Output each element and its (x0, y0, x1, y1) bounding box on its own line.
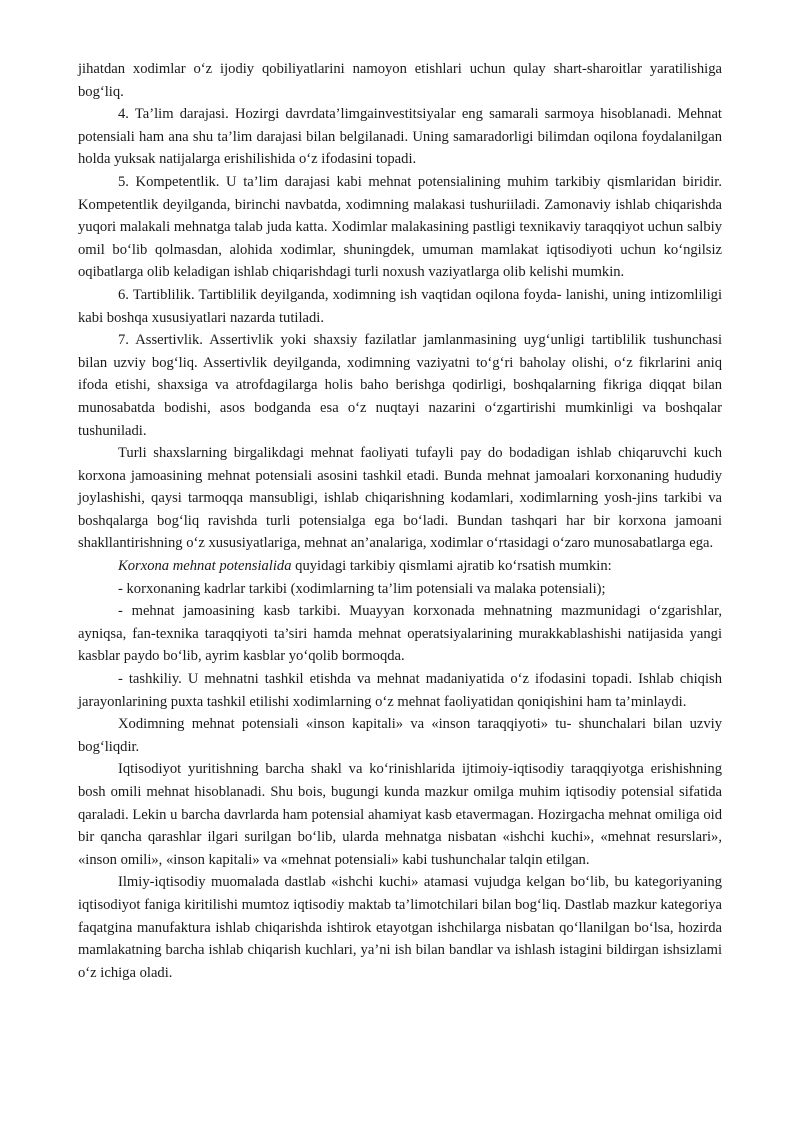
paragraph-collective-potential (78, 442, 722, 555)
italic-term: Korxona mehnat potensialida (118, 558, 292, 575)
paragraph-text: 4. Ta’lim darajasi. Hozirgi davrdata’limgainvestitsiyalar eng samarali sarmoya hisoblanadi. Mehnat potensiali ham ana shu ta’lim darajasi bilan belgilanadi. Uning samaradorligi bilimdan oqilona foydalanilgan holda yuksak natijalarga erishilishida o‘z ifodasini topadi. (78, 106, 722, 168)
list-item-personnel (78, 578, 722, 601)
paragraph-orderliness (78, 284, 722, 329)
paragraph-human-capital (78, 713, 722, 758)
paragraph-text: Xodimning mehnat potensiali «inson kapitali» va «inson taraqqiyoti» tu- shunchalari bilan uzviy bog‘liqdir. (78, 716, 722, 755)
paragraph-components-intro (78, 555, 722, 578)
list-item-organizational (78, 668, 722, 713)
paragraph-text: 5. Kompetentlik. U ta’lim darajasi kabi mehnat potensialining muhim tarkibiy qismlaridan biridir. Kompetentlik deyilganda, birinchi navbatda, xodimning malakasi tushuriiladi. Zamonaviy ishlab chiqarishda yuqori malakali mehnatga talab juda katta. Xodimlar malakasining pastligi texnikaviy taraqqiyot uchun salbiy omil bo‘lib qolmasdan, alohida xodimlar, shuningdek, umuman mamlakat iqtisodiyoti uchun ko‘ngilsiz oqibatlarga olib keladigan ishlab chiqarishdagi turli noxush vaziyatlarga olib kelishi mumkin. (78, 173, 722, 281)
paragraph-text: quyidagi tarkibiy qismlami ajratib ko‘rsatish mumkin: (291, 558, 612, 575)
list-item-professional (78, 600, 722, 668)
paragraph-text: Turli shaxslarning birgalikdagi mehnat faoliyati tufayli pay do bodadigan ishlab chiqaruvchi kuch korxona jamoasining mehnat potensiali asosini tashkil etadi. Bunda mehnat jamoalari korxonaning hududiy joylashishi, qaysi tarmoqqa mansubligi, ishlab chiqarishning kodamlari, xodimlarning yosh-jins tarkibi va boshqalarga bog‘liq ravishda turli potensialga ega bo‘ladi. Bundan tashqari har bir korxona jamoani shakllantirishning o‘z xususiyatlariga, mehnat an’analariga, xodimlar o‘rtasidagi o‘zaro munosabatlarga ega. (78, 445, 722, 552)
paragraph-text: Iqtisodiyot yuritishning barcha shakl va ko‘rinishlarida ijtimoiy-iqtisodiy taraqqiyotga erishishning bosh omili mehnat hisoblanadi. Shu bois, bugungi kunda mazkur omilga muhim iqtisodiy potensial sifatida qaraladi. Lekin u barcha davrlarda ham potensial ahamiyat kasb etavermagan. Hozirgacha mehnat omiliga oid bir qancha qarashlar ilgari surilgan bo‘lib, ularda mehnatga nisbatan «ishchi kuchi», «mehnat resurslari», «inson omili», «inson kapitali» va «mehnat potensiali» kabi tushunchalar talqin etilgan. (78, 761, 722, 868)
paragraph-text: 7. Assertivlik. Assertivlik yoki shaxsiy fazilatlar jamlanmasining uyg‘unligi tartiblilik tushunchasi bilan uzviy bog‘liq. Assertivlik deyilganda, xodimning vaziyatni to‘g‘ri baholay olishi, o‘z fikrlarini aniq ifoda etishi, shaxsiga va atrofdagilarga holis baho berishga qodirligi, boshqalarning fikriga diqqat bilan munosabatda bodishi, asos bodganda esa o‘z nuqtayi nazarini o‘zgartirishi mumkinligi va boshqalar tushuniladi. (78, 332, 722, 439)
paragraph-assertiveness (78, 329, 722, 442)
paragraph-competence (78, 171, 722, 284)
paragraph-text: Ilmiy-iqtisodiy muomalada dastlab «ishchi kuchi» atamasi vujudga kelgan bo‘lib, bu kategoriyaning iqtisodiyot faniga kiritilishi mumtoz iqtisodiy maktab ta’limotchilari bilan bog‘liq. Dastlab mazkur kategoriya faqatgina manufaktura ishlab chiqarishda ishtirok etayotgan ishchilarga nisbatan qo‘llanilgan bo‘lsa, hozirda mamlakatning barcha ishlab chiqarish kuchlari, ya’ni ish bilan bandlar va ishlash istagini bildirgan ishsizlami o‘z ichiga oladi. (78, 874, 722, 981)
paragraph-text: - tashkiliy. U mehnatni tashkil etishda va mehnat madaniyatida o‘z ifodasini topadi. Ishlab chiqish jarayonlarining puxta tashkil etilishi xodimlarning o‘z mehnat faoliyatidan qoniqishini ham ta’minlaydi. (78, 671, 722, 710)
paragraph-text: - korxonaning kadrlar tarkibi (xodimlarning ta’lim potensiali va malaka potensiali); (118, 580, 606, 597)
paragraph-text: - mehnat jamoasining kasb tarkibi. Muayyan korxonada mehnatning mazmunidagi o‘zgarishlar, ayniqsa, fan-texnika taraqqiyoti ta’siri hamda mehnat operatsiyalarining murakkablashishi natijasida yangi kasblar paydo bo‘lib, ayrim kasblar yo‘qolib bormoqda. (78, 603, 722, 665)
paragraph-text: 6. Tartiblilik. Tartiblilik deyilganda, xodimning ish vaqtidan oqilona foyda- lanishi, uning intizomliligi kabi boshqa xususiyatlari nazarda tutiladi. (78, 286, 722, 326)
paragraph-continuation (78, 58, 722, 103)
paragraph-labour-factor (78, 758, 722, 871)
paragraph-text: jihatdan xodimlar o‘z ijodiy qobiliyatlarini namoyon etishlari uchun qulay shart-sharoitlar yaratilishiga bog‘liq. (78, 61, 722, 100)
paragraph-labour-force (78, 871, 722, 984)
paragraph-education-level (78, 103, 722, 171)
